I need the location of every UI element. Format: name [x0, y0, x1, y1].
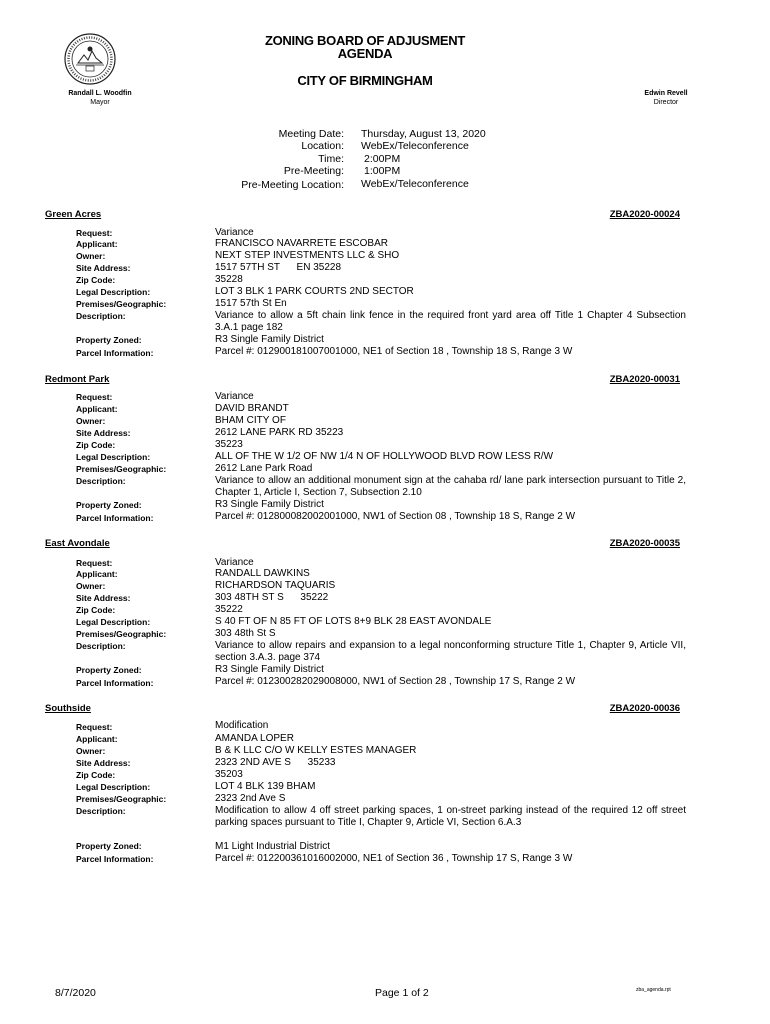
- request-value: Variance: [215, 227, 254, 238]
- parcel-information-value: Parcel #: 012200361016002000, NE1 of Section 36 , Township 17 S, Range 3 W: [215, 853, 573, 864]
- premises-value: 1517 57th St En: [215, 298, 287, 309]
- owner-value: B & K LLC C/O W KELLY ESTES MANAGER: [215, 745, 417, 756]
- zip-code-label: Zip Code:: [76, 605, 116, 615]
- premises-label: Premises/Geographic:: [76, 299, 167, 309]
- description-value: Modification to allow 4 off street parking spaces, 1 on-street parking instead of the required 12 off street parking spaces pursuant to Title I, Chapter 9, Article VI, Section 6.A.3: [215, 805, 686, 828]
- director-title: Director: [653, 99, 679, 106]
- zip-code-label: Zip Code:: [76, 440, 116, 450]
- premises-label: Premises/Geographic:: [76, 629, 167, 639]
- owner-value: BHAM CITY OF: [215, 415, 286, 426]
- premises-label: Premises/Geographic:: [76, 794, 167, 804]
- director-name: Edwin Revell: [644, 90, 688, 97]
- request-value: Variance: [215, 557, 254, 568]
- parcel-information-label: Parcel Information:: [76, 348, 154, 358]
- site-address-label: Site Address:: [76, 593, 131, 603]
- request-label: Request:: [76, 722, 113, 732]
- case-number: ZBA2020-00036: [609, 703, 680, 714]
- site-address-label: Site Address:: [76, 263, 131, 273]
- page-number: Page 1 of 2: [375, 987, 429, 999]
- neighborhood-name: Green Acres: [45, 209, 102, 220]
- legal-description-label: Legal Description:: [76, 452, 151, 462]
- case-number: ZBA2020-00024: [609, 209, 680, 220]
- zip-code-label: Zip Code:: [76, 275, 116, 285]
- description-value: Variance to allow an additional monument sign at the cahaba rd/ lane park intersection pursuant to Title 2, Chapter 1, Article I, Section 7, Subsection 2.10: [215, 475, 686, 498]
- request-label: Request:: [76, 558, 113, 568]
- neighborhood-name: East Avondale: [45, 538, 110, 549]
- applicant-label: Applicant:: [76, 734, 118, 744]
- request-label: Request:: [76, 392, 113, 402]
- owner-label: Owner:: [76, 251, 106, 261]
- description-label: Description:: [76, 476, 126, 486]
- neighborhood-name: Southside: [45, 703, 91, 714]
- parcel-information-label: Parcel Information:: [76, 513, 154, 523]
- applicant-value: FRANCISCO NAVARRETE ESCOBAR: [215, 238, 388, 249]
- request-label: Request:: [76, 228, 113, 238]
- request-value: Variance: [215, 391, 254, 402]
- legal-description-label: Legal Description:: [76, 782, 151, 792]
- owner-label: Owner:: [76, 746, 106, 756]
- meeting-date-value: Thursday, August 13, 2020: [361, 128, 486, 140]
- mayor-title: Mayor: [90, 99, 110, 106]
- premises-value: 2323 2nd Ave S: [215, 793, 286, 804]
- site-address-value: 2323 2ND AVE S 35233: [215, 757, 336, 768]
- report-file-name: zba_agenda.rpt: [636, 987, 671, 993]
- mayor-block: [55, 89, 145, 107]
- applicant-label: Applicant:: [76, 569, 118, 579]
- footer-date: 8/7/2020: [55, 987, 96, 999]
- agenda-title-line1: ZONING BOARD OF ADJUSMENT: [264, 33, 466, 48]
- legal-description-value: S 40 FT OF N 85 FT OF LOTS 8+9 BLK 28 EAST AVONDALE: [215, 616, 492, 627]
- premeeting-location-label: Pre-Meeting Location:: [241, 179, 344, 191]
- request-value: Modification: [215, 720, 269, 731]
- applicant-label: Applicant:: [76, 239, 118, 249]
- site-address-label: Site Address:: [76, 428, 131, 438]
- mayor-name: Randall L. Woodfin: [68, 90, 132, 97]
- description-value: Variance to allow repairs and expansion to a legal nonconforming structure Title 1, Chapter 9, Article VII, section 3.A.3. page 374: [215, 640, 686, 663]
- parcel-information-label: Parcel Information:: [76, 678, 154, 688]
- premises-value: 2612 Lane Park Road: [215, 463, 313, 474]
- parcel-information-value: Parcel #: 012300282029008000, NW1 of Section 28 , Township 17 S, Range 2 W: [215, 676, 576, 687]
- neighborhood-name: Redmont Park: [45, 374, 110, 385]
- applicant-label: Applicant:: [76, 404, 118, 414]
- premises-label: Premises/Geographic:: [76, 464, 167, 474]
- zip-code-value: 35203: [215, 769, 243, 780]
- premises-value: 303 48th St S: [215, 628, 276, 639]
- site-address-value: 2612 LANE PARK RD 35223: [215, 427, 344, 438]
- property-zoned-value: R3 Single Family District: [215, 499, 324, 510]
- location-value: WebEx/Teleconference: [361, 140, 469, 152]
- case-number: ZBA2020-00031: [609, 374, 680, 385]
- parcel-information-value: Parcel #: 012900181007001000, NE1 of Section 18 , Township 18 S, Range 3 W: [215, 346, 573, 357]
- property-zoned-label: Property Zoned:: [76, 841, 142, 851]
- description-label: Description:: [76, 806, 126, 816]
- director-block: [626, 89, 706, 107]
- property-zoned-label: Property Zoned:: [76, 335, 142, 345]
- time-value: 2:00PM: [364, 153, 401, 165]
- owner-value: NEXT STEP INVESTMENTS LLC & SHO: [215, 250, 400, 261]
- owner-label: Owner:: [76, 581, 106, 591]
- property-zoned-label: Property Zoned:: [76, 500, 142, 510]
- site-address-value: 303 48TH ST S 35222: [215, 592, 329, 603]
- zip-code-value: 35228: [215, 274, 243, 285]
- legal-description-value: LOT 3 BLK 1 PARK COURTS 2ND SECTOR: [215, 286, 414, 297]
- legal-description-value: LOT 4 BLK 139 BHAM: [215, 781, 316, 792]
- legal-description-value: ALL OF THE W 1/2 OF NW 1/4 N OF HOLLYWOOD BLVD ROW LESS R/W: [215, 451, 554, 462]
- meeting-date-label: Meeting Date:: [278, 128, 344, 140]
- description-value: Variance to allow a 5ft chain link fence in the required front yard area off Title 1 Chapter 4 Subsection 3.A.1 page 182: [215, 310, 686, 333]
- owner-label: Owner:: [76, 416, 106, 426]
- applicant-value: RANDALL DAWKINS: [215, 568, 310, 579]
- zip-code-value: 35222: [215, 604, 243, 615]
- premeeting-value: 1:00PM: [364, 165, 401, 177]
- property-zoned-value: R3 Single Family District: [215, 334, 324, 345]
- premeeting-location-value: WebEx/Teleconference: [361, 178, 469, 190]
- case-number: ZBA2020-00035: [609, 538, 680, 549]
- description-label: Description:: [76, 311, 126, 321]
- parcel-information-value: Parcel #: 012800082002001000, NW1 of Section 08 , Township 18 S, Range 2 W: [215, 511, 576, 522]
- property-zoned-value: R3 Single Family District: [215, 664, 324, 675]
- legal-description-label: Legal Description:: [76, 287, 151, 297]
- premeeting-label: Pre-Meeting:: [283, 165, 344, 177]
- applicant-value: AMANDA LOPER: [215, 733, 294, 744]
- site-address-label: Site Address:: [76, 758, 131, 768]
- city-name: CITY OF BIRMINGHAM: [297, 73, 433, 88]
- applicant-value: DAVID BRANDT: [215, 403, 289, 414]
- site-address-value: 1517 57TH ST EN 35228: [215, 262, 342, 273]
- owner-value: RICHARDSON TAQUARIS: [215, 580, 336, 591]
- legal-description-label: Legal Description:: [76, 617, 151, 627]
- location-label: Location:: [301, 140, 344, 152]
- property-zoned-value: M1 Light Industrial District: [215, 841, 331, 852]
- zip-code-label: Zip Code:: [76, 770, 116, 780]
- parcel-information-label: Parcel Information:: [76, 854, 154, 864]
- agenda-title-line2: AGENDA: [337, 46, 393, 61]
- zip-code-value: 35223: [215, 439, 243, 450]
- property-zoned-label: Property Zoned:: [76, 665, 142, 675]
- description-label: Description:: [76, 641, 126, 651]
- time-label: Time:: [318, 153, 344, 165]
